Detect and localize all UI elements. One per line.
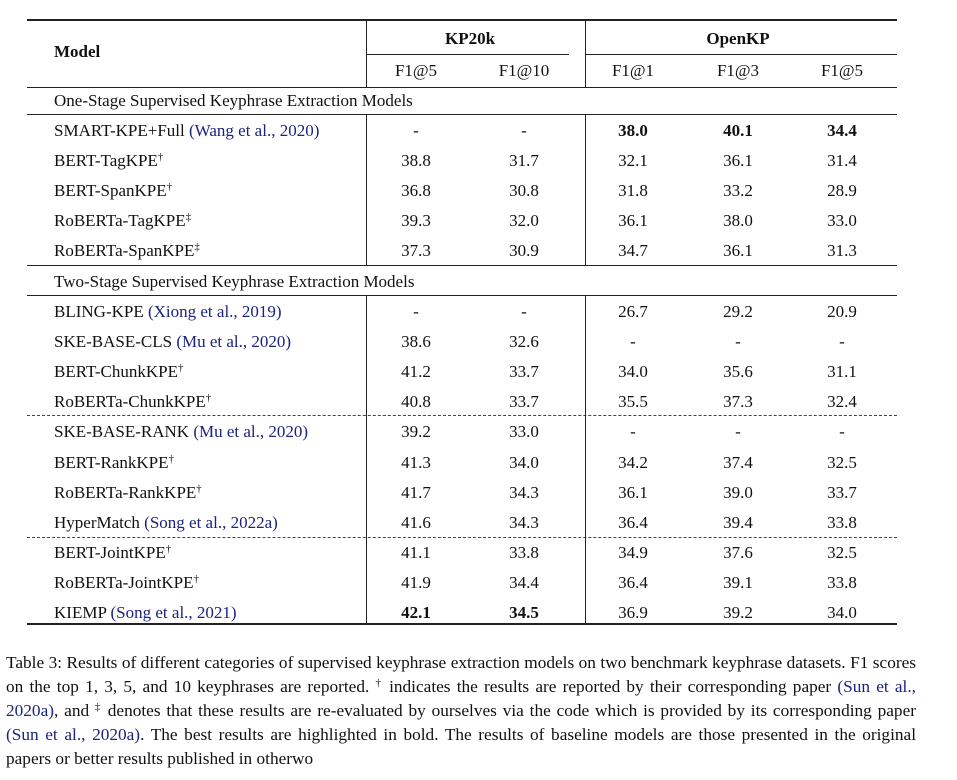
score-cell: 36.8 xyxy=(401,181,431,200)
model-name: RoBERTa-JointKPE xyxy=(54,573,194,592)
dashed-separator-1 xyxy=(27,415,897,416)
score-cell: 34.4 xyxy=(827,121,857,140)
score-cell: 39.4 xyxy=(723,513,753,532)
score-cell: 41.9 xyxy=(401,573,431,592)
openkp-header: OpenKP xyxy=(706,29,770,48)
score-cell: 31.3 xyxy=(827,241,857,260)
double-dagger-mark: ‡ xyxy=(94,701,102,713)
score-cell: 41.2 xyxy=(401,362,431,381)
score-cell: 31.4 xyxy=(827,151,857,170)
score-cell: 34.9 xyxy=(618,543,648,562)
score-cell: 39.2 xyxy=(401,422,431,441)
dagger-mark: † xyxy=(375,677,383,689)
score-cell: 36.1 xyxy=(618,483,648,502)
score-cell: - xyxy=(839,422,845,441)
vline-s2-1 xyxy=(366,295,367,623)
score-cell: 30.8 xyxy=(509,181,539,200)
score-cell: 35.6 xyxy=(723,362,753,381)
score-cell: 33.0 xyxy=(509,422,539,441)
citation-link[interactable]: (Song et al., 2022a) xyxy=(144,513,278,532)
score-cell: 20.9 xyxy=(827,302,857,321)
footnote-mark: † xyxy=(177,362,184,374)
citation-link[interactable]: (Mu et al., 2020) xyxy=(193,422,309,441)
section2-top-rule xyxy=(27,265,897,266)
score-cell: 36.1 xyxy=(618,211,648,230)
score-cell: 39.1 xyxy=(723,573,753,592)
vline-header-2 xyxy=(585,19,586,87)
model-name-cell xyxy=(54,302,282,322)
score-cell: 32.4 xyxy=(827,392,857,411)
vline-header-1 xyxy=(366,19,367,87)
model-name-cell xyxy=(54,483,202,503)
model-name-cell xyxy=(54,603,237,623)
model-name-cell xyxy=(54,543,171,563)
model-name-cell xyxy=(54,573,199,593)
score-cell: 34.3 xyxy=(509,513,539,532)
model-name: BERT-TagKPE xyxy=(54,151,158,170)
section-title: One-Stage Supervised Keyphrase Extraction Models xyxy=(54,91,413,110)
caption-text: Table 3: Results of different categories of supervised keyphrase extraction models on two benchmark keyphrase datasets. F1 scores on the top 1, 3, 5, and 10 keyphrases are reported. xyxy=(6,653,916,696)
openkp-group-rule xyxy=(586,54,897,55)
caption-text: denotes that these results are re-evaluated by ourselves via the code which is provided by its corresponding paper xyxy=(101,701,916,720)
section2-title-rule xyxy=(27,295,897,296)
dashed-separator-2 xyxy=(27,537,897,538)
citation-link[interactable]: (Mu et al., 2020) xyxy=(176,332,292,351)
score-cell: 41.3 xyxy=(401,453,431,472)
score-cell: 38.6 xyxy=(401,332,431,351)
score-cell: - xyxy=(839,332,845,351)
score-cell: 29.2 xyxy=(723,302,753,321)
score-cell: 30.9 xyxy=(509,241,539,260)
score-cell: 33.7 xyxy=(509,362,539,381)
footnote-mark: † xyxy=(165,543,172,555)
vline-s1-2 xyxy=(585,114,586,265)
score-cell: - xyxy=(735,422,741,441)
model-name: BLING-KPE xyxy=(54,302,144,321)
footnote-mark: † xyxy=(193,573,199,585)
score-cell: 41.1 xyxy=(401,543,431,562)
score-cell: 38.8 xyxy=(401,151,431,170)
model-name: RoBERTa-TagKPE xyxy=(54,211,186,230)
model-name: BERT-SpanKPE xyxy=(54,181,167,200)
score-cell: 35.5 xyxy=(618,392,648,411)
score-cell: 32.1 xyxy=(618,151,648,170)
model-name-cell xyxy=(54,513,278,533)
model-name: RoBERTa-SpanKPE xyxy=(54,241,195,260)
caption-text: indicates the results are reported by their corresponding paper xyxy=(382,677,838,696)
score-cell: 37.6 xyxy=(723,543,753,562)
score-cell: 32.5 xyxy=(827,453,857,472)
table-top-rule xyxy=(27,19,897,21)
citation-link[interactable]: (Wang et al., 2020) xyxy=(189,121,320,140)
score-cell: 33.0 xyxy=(827,211,857,230)
model-name: KIEMP xyxy=(54,603,107,622)
model-name-cell xyxy=(54,211,191,231)
score-cell: 33.8 xyxy=(827,513,857,532)
citation-link[interactable]: (Sun et al., 2020a) xyxy=(6,677,916,720)
model-header: Model xyxy=(54,42,101,61)
table-caption xyxy=(6,651,916,771)
footnote-mark: † xyxy=(166,181,173,193)
score-cell: 36.4 xyxy=(618,513,648,532)
score-cell: 34.0 xyxy=(827,603,857,622)
metric-header: F1@10 xyxy=(498,61,550,80)
vline-s2-2 xyxy=(585,295,586,623)
score-cell: 38.0 xyxy=(618,121,648,140)
score-cell: 42.1 xyxy=(401,603,431,622)
footnote-mark: † xyxy=(196,483,202,495)
score-cell: 40.8 xyxy=(401,392,431,411)
score-cell: 34.2 xyxy=(618,453,648,472)
score-cell: 33.8 xyxy=(827,573,857,592)
model-name-cell xyxy=(54,181,172,201)
footnote-mark: ‡ xyxy=(194,241,200,253)
model-name: BERT-JointKPE xyxy=(54,543,166,562)
footnote-mark: † xyxy=(205,392,212,404)
model-name: HyperMatch xyxy=(54,513,140,532)
score-cell: 36.1 xyxy=(723,241,753,260)
score-cell: - xyxy=(413,302,419,321)
score-cell: 40.1 xyxy=(723,121,753,140)
metric-header: F1@3 xyxy=(716,61,760,80)
footnote-mark: ‡ xyxy=(185,211,192,223)
score-cell: - xyxy=(521,121,527,140)
score-cell: 36.4 xyxy=(618,573,648,592)
model-name-cell xyxy=(54,151,163,171)
footnote-mark: † xyxy=(168,453,175,465)
caption-text: . The best results are highlighted in bold. The results of baseline models are those presented in the original papers or better results published in otherwo xyxy=(6,725,916,768)
score-cell: 34.5 xyxy=(509,603,539,622)
section1-title-rule xyxy=(27,114,897,115)
score-cell: 39.3 xyxy=(401,211,431,230)
score-cell: 28.9 xyxy=(827,181,857,200)
metric-header: F1@5 xyxy=(394,61,438,80)
score-cell: 31.1 xyxy=(827,362,857,381)
model-name-cell xyxy=(54,422,308,442)
score-cell: 39.0 xyxy=(723,483,753,502)
kp20k-group-rule xyxy=(366,54,569,55)
footnote-mark: † xyxy=(157,151,164,163)
model-name-cell xyxy=(54,392,211,412)
score-cell: 34.7 xyxy=(618,241,648,260)
score-cell: - xyxy=(521,302,527,321)
model-name: BERT-RankKPE xyxy=(54,453,169,472)
score-cell: 34.0 xyxy=(509,453,539,472)
metric-header: F1@1 xyxy=(611,61,655,80)
model-name-cell xyxy=(54,362,183,382)
model-name-cell xyxy=(54,241,200,261)
score-cell: - xyxy=(735,332,741,351)
score-cell: 32.6 xyxy=(509,332,539,351)
model-name: RoBERTa-RankKPE xyxy=(54,483,197,502)
score-cell: 32.0 xyxy=(509,211,539,230)
table-bottom-rule xyxy=(27,623,897,625)
score-cell: 37.3 xyxy=(723,392,753,411)
score-cell: 33.7 xyxy=(827,483,857,502)
model-name-cell xyxy=(54,332,291,352)
header-bottom-rule xyxy=(27,87,897,88)
score-cell: 37.4 xyxy=(723,453,753,472)
citation-link[interactable]: (Sun et al., 2020a) xyxy=(6,725,141,744)
score-cell: 36.9 xyxy=(618,603,648,622)
model-name: SKE-BASE-CLS xyxy=(54,332,173,351)
kp20k-header: KP20k xyxy=(444,29,496,48)
section-title: Two-Stage Supervised Keyphrase Extraction Models xyxy=(54,272,415,291)
score-cell: 31.8 xyxy=(618,181,648,200)
score-cell: 37.3 xyxy=(401,241,431,260)
citation-link[interactable]: (Xiong et al., 2019) xyxy=(147,302,282,321)
score-cell: 26.7 xyxy=(618,302,648,321)
score-cell: 33.7 xyxy=(509,392,539,411)
vline-s1-1 xyxy=(366,114,367,265)
score-cell: 33.2 xyxy=(723,181,753,200)
model-name: SKE-BASE-RANK xyxy=(54,422,190,441)
model-name: RoBERTa-ChunkKPE xyxy=(54,392,206,411)
score-cell: 32.5 xyxy=(827,543,857,562)
score-cell: 34.4 xyxy=(509,573,539,592)
model-name-cell xyxy=(54,121,319,141)
model-name-cell xyxy=(54,453,174,473)
score-cell: 34.0 xyxy=(618,362,648,381)
score-cell: 31.7 xyxy=(509,151,539,170)
score-cell: - xyxy=(413,121,419,140)
score-cell: 41.7 xyxy=(401,483,431,502)
model-name: SMART-KPE+Full xyxy=(54,121,185,140)
metric-header: F1@5 xyxy=(820,61,864,80)
score-cell: 33.8 xyxy=(509,543,539,562)
score-cell: 34.3 xyxy=(509,483,539,502)
score-cell: 41.6 xyxy=(401,513,431,532)
score-cell: - xyxy=(630,422,636,441)
citation-link[interactable]: (Song et al., 2021) xyxy=(110,603,237,622)
score-cell: - xyxy=(630,332,636,351)
score-cell: 36.1 xyxy=(723,151,753,170)
model-name: BERT-ChunkKPE xyxy=(54,362,178,381)
caption-text: , and xyxy=(54,701,95,720)
score-cell: 39.2 xyxy=(723,603,753,622)
score-cell: 38.0 xyxy=(723,211,753,230)
